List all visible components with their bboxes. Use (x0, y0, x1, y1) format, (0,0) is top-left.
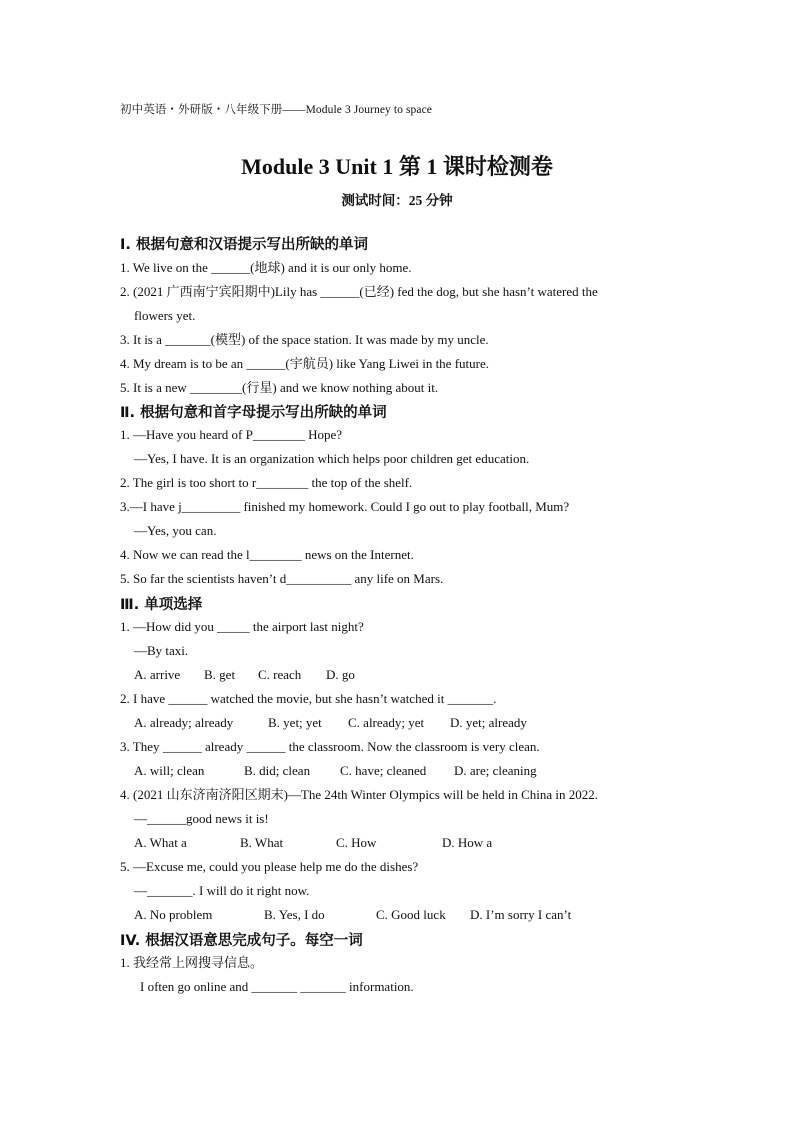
option: A. already; already (134, 715, 234, 730)
option: B. get (204, 667, 236, 682)
option: B. What (240, 835, 284, 850)
question-line: 3. It is a _______(模型) of the space station. It was made by my uncle. (120, 332, 489, 347)
question-stem: 2. I have ______ watched the movie, but she hasn’t watched it _______. (120, 691, 497, 706)
question-line: 1. —Have you heard of P________ Hope? (120, 427, 343, 442)
page-title: Module 3 Unit 1 第 1 课时检测卷 (241, 154, 553, 179)
option: C. have; cleaned (340, 763, 427, 778)
page-header: 初中英语・外研版・八年级下册——Module 3 Journey to space (120, 104, 433, 116)
question-stem: 3. They ______ already ______ the classroom. Now the classroom is very clean. (120, 739, 540, 754)
question-line: 5. So far the scientists haven’t d__________ any life on Mars. (120, 571, 444, 586)
answer-options (120, 903, 680, 927)
option: D. I’m sorry I can’t (470, 907, 572, 922)
question-reply: —By taxi. (134, 643, 189, 658)
option: A. What a (134, 835, 187, 850)
section-4 (120, 931, 680, 999)
question-line: 5. It is a new ________(行星) and we know nothing about it. (120, 380, 439, 395)
section-3 (120, 595, 680, 927)
question-line: 4. Now we can read the l________ news on the Internet. (120, 547, 414, 562)
question-reply: —______good news it is! (134, 811, 269, 826)
option: D. How a (442, 835, 493, 850)
option: B. yet; yet (268, 715, 322, 730)
question-line: 2. (2021 广西南宁宾阳期中)Lily has ______(已经) fed the dog, but she hasn’t watered the (120, 284, 598, 299)
section-1 (120, 235, 680, 400)
question-reply: —_______. I will do it right now. (134, 883, 310, 898)
question-line: 2. The girl is too short to r________ the top of the shelf. (120, 475, 413, 490)
test-time: 测试时间：25 分钟 (341, 193, 453, 208)
section-heading: IV. 根据汉语意思完成句子。每空一词 (120, 933, 363, 949)
question-line: 3.—I have j_________ finished my homework. Could I go out to play football, Mum? (120, 499, 570, 514)
question-line: 1. 我经常上网搜寻信息。 (120, 955, 264, 970)
option: A. arrive (134, 667, 181, 682)
question-line: —Yes, I have. It is an organization which helps poor children get education. (134, 451, 530, 466)
option: C. already; yet (348, 715, 425, 730)
question-line: 1. We live on the ______(地球) and it is our only home. (120, 260, 412, 275)
question-line: 4. My dream is to be an ______(宇航员) like Yang Liwei in the future. (120, 356, 489, 371)
answer-options (120, 711, 680, 735)
question-stem: 1. —How did you _____ the airport last night? (120, 619, 364, 634)
answer-options (120, 759, 680, 783)
option: C. Good luck (376, 907, 446, 922)
section-heading: Ⅲ. 单项选择 (120, 597, 203, 613)
question-line: —Yes, you can. (134, 523, 217, 538)
question-line: flowers yet. (134, 308, 196, 323)
option: B. did; clean (244, 763, 311, 778)
option: D. are; cleaning (454, 763, 537, 778)
option: B. Yes, I do (264, 907, 325, 922)
section-heading: Ⅱ. 根据句意和首字母提示写出所缺的单词 (120, 405, 387, 421)
option: A. will; clean (134, 763, 205, 778)
option: D. yet; already (450, 715, 527, 730)
option: A. No problem (134, 907, 213, 922)
section-heading: Ⅰ. 根据句意和汉语提示写出所缺的单词 (120, 237, 368, 253)
option: D. go (326, 667, 355, 682)
section-2 (120, 403, 680, 591)
question-stem: 5. —Excuse me, could you please help me do the dishes? (120, 859, 419, 874)
option: C. reach (258, 667, 302, 682)
answer-options (120, 663, 680, 687)
option: C. How (336, 835, 377, 850)
question-line: I often go online and _______ _______ information. (140, 979, 414, 994)
answer-options (120, 831, 680, 855)
question-stem: 4. (2021 山东济南济阳区期末)—The 24th Winter Olympics will be held in China in 2022. (120, 787, 599, 802)
